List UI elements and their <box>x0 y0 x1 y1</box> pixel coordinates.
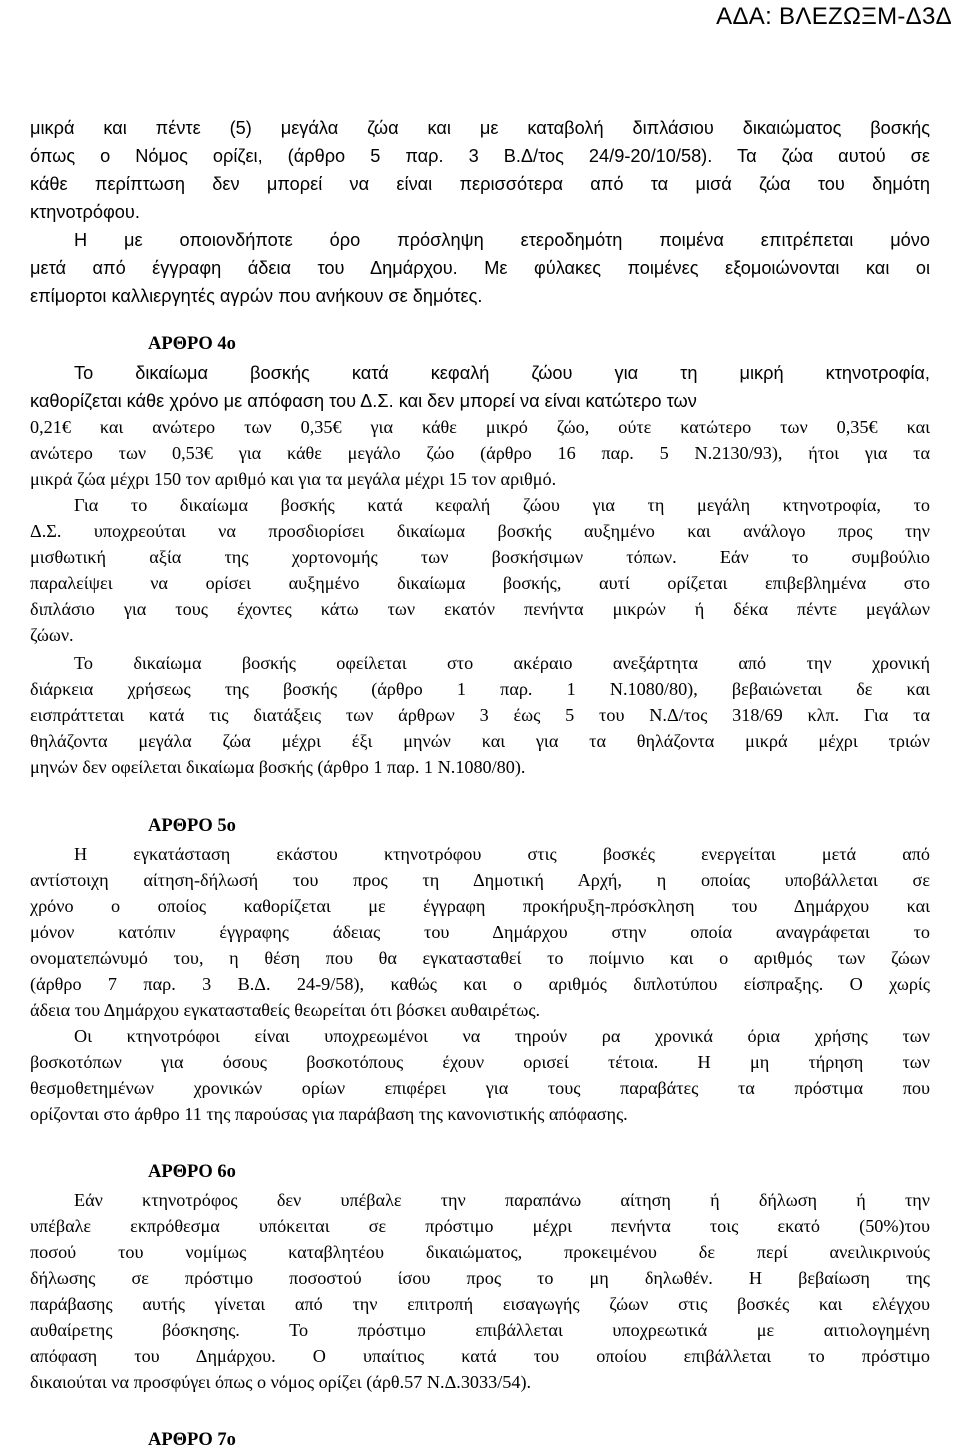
text-line: Εάν κτηνοτρόφος δεν υπέβαλε την παραπάνω αίτηση ή δήλωση ή την <box>74 1190 930 1210</box>
text-line: αντίστοιχη αίτηση-δήλωσή του προς τη Δημοτική Αρχή, η οποίας υποβάλλεται σε <box>30 870 930 890</box>
text-line: (άρθρο 7 παρ. 3 Β.Δ. 24-9/58), καθώς και ο αριθμός διπλοτύπου είσπραξης. Ο χωρίς <box>30 974 930 994</box>
text-line: Οι κτηνοτρόφοι είναι υποχρεωμένοι να τηρούν ρα χρονικά όρια χρήσης των <box>74 1026 930 1046</box>
text-line: θηλάζοντα μεγάλα ζώα μέχρι έξι μηνών και για τα θηλάζοντα μικρά μέχρι τριών <box>30 731 930 751</box>
text-line: Το δικαίωμα βοσκής κατά κεφαλή ζώου για τη μικρή κτηνοτροφία, <box>74 363 930 383</box>
text-line: μόνον κατόπιν έγγραφης άδειας του Δημάρχου στην οποία αναγράφεται το <box>30 922 930 942</box>
text-line: ποσού του νομίμως καταβλητέου δικαιώματος, προκειμένου δε περί ανειλικρινούς <box>30 1242 930 1262</box>
text-line: ανώτερο των 0,53€ για κάθε μεγάλο ζώο (άρθρο 16 παρ. 5 Ν.2130/93), ήτοι για τα <box>30 443 930 463</box>
text-line: απόφαση του Δημάρχου. Ο υπαίτιος κατά του οποίου επιβάλλεται το πρόστιμο <box>30 1346 930 1366</box>
article-5-heading: ΑΡΘΡΟ 5ο <box>148 816 236 836</box>
text-line: Για το δικαίωμα βοσκής κατά κεφαλή ζώου για τη μεγάλη κτηνοτροφία, το <box>74 495 930 515</box>
text-line: ζώων. <box>30 625 74 645</box>
text-line: ονοματεπώνυμό του, η θέση που θα εγκατασταθεί το ποίμνιο και ο αριθμός των ζώων <box>30 948 930 968</box>
text-line: υπέβαλε εκπρόθεσμα υπόκειται σε πρόστιμο μέχρι πενήντα τοις εκατό (50%)του <box>30 1216 930 1236</box>
text-line: κτηνοτρόφου. <box>30 202 140 222</box>
text-line: άδεια του Δημάρχου εγκατασταθείς θεωρείται ότι βόσκει αυθαιρέτως. <box>30 1000 541 1020</box>
article-7-heading: ΑΡΘΡΟ 7ο <box>148 1430 236 1450</box>
text-line: διάρκεια χρήσεως της βοσκής (άρθρο 1 παρ. 1 Ν.1080/80), βεβαιώνεται δε και <box>30 679 930 699</box>
text-line: χρόνο ο οποίος καθορίζεται με έγγραφη προκήρυξη-πρόσκληση του Δημάρχου και <box>30 896 930 916</box>
text-line: όπως ο Νόμος ορίζει, (άρθρο 5 παρ. 3 Β.Δ/τος 24/9-20/10/58). Τα ζώα αυτού σε <box>30 146 930 166</box>
text-line: ορίζονται στο άρθρο 11 της παρούσας για παράβαση της κανονιστικής απόφασης. <box>30 1104 628 1124</box>
text-line: επίμορτοι καλλιεργητές αγρών που ανήκουν σε δημότες. <box>30 286 483 306</box>
article-4-heading: ΑΡΘΡΟ 4ο <box>148 334 236 354</box>
ada-header-code: ΑΔΑ: ΒΛΕΖΩΞΜ-Δ3Δ <box>716 3 952 30</box>
text-line: μισθωτική αξία της χορτονομής των βοσκήσιμων τόπων. Εάν το συμβούλιο <box>30 547 930 567</box>
text-line: παραλείψει να ορίσει αυξημένο δικαίωμα βοσκής, αυτί ορίζεται επιβεβλημένα στο <box>30 573 930 593</box>
article-6-heading: ΑΡΘΡΟ 6ο <box>148 1162 236 1182</box>
text-line: αυθαίρετης βόσκησης. Το πρόστιμο επιβάλλεται υποχρεωτικά με αιτιολογημένη <box>30 1320 930 1340</box>
text-line: καθορίζεται κάθε χρόνο με απόφαση του Δ.Σ. και δεν μπορεί να είναι κατώτερο των <box>30 391 697 411</box>
text-line: μικρά ζώα μέχρι 150 τον αριθμό και για τα μεγάλα μέχρι 15 τον αριθμό. <box>30 469 557 489</box>
text-line: παράβασης αυτής γίνεται από την επιτροπή εισαγωγής ζώων στις βοσκές και ελέγχου <box>30 1294 930 1314</box>
text-line: μηνών δεν οφείλεται δικαίωμα βοσκής (άρθρο 1 παρ. 1 Ν.1080/80). <box>30 757 526 777</box>
text-line: διπλάσιο για τους έχοντες κάτω των εκατόν πενήντα μικρών ή δέκα πέντε μεγάλων <box>30 599 930 619</box>
text-line: Η με οποιονδήποτε όρο πρόσληψη ετεροδημότη ποιμένα επιτρέπεται μόνο <box>74 230 930 250</box>
text-line: Η εγκατάσταση εκάστου κτηνοτρόφου στις βοσκές ενεργείται μετά από <box>74 844 930 864</box>
text-line: μικρά και πέντε (5) μεγάλα ζώα και με καταβολή διπλάσιου δικαιώματος βοσκής <box>30 118 930 138</box>
text-line: Το δικαίωμα βοσκής οφείλεται στο ακέραιο ανεξάρτητα από την χρονική <box>74 653 930 673</box>
text-line: εισπράττεται κατά τις διατάξεις των άρθρων 3 έως 5 του Ν.Δ/τος 318/69 κλπ. Για τα <box>30 705 930 725</box>
text-line: Δ.Σ. υποχρεούται να προσδιορίσει δικαίωμα βοσκής αυξημένο και ανάλογο προς την <box>30 521 930 541</box>
text-line: δήλωσης σε πρόστιμο ποσοστού ίσου προς το μη δηλωθέν. Η βεβαίωση της <box>30 1268 930 1288</box>
text-line: δικαιούται να προσφύγει όπως ο νόμος ορίζει (άρθ.57 Ν.Δ.3033/54). <box>30 1372 532 1392</box>
text-line: μετά από έγγραφη άδεια του Δημάρχου. Με φύλακες ποιμένες εξομοιώνονται και οι <box>30 258 930 278</box>
text-line: θεσμοθετημένων χρονικών ορίων επιφέρει για τους παραβάτες τα πρόστιμα που <box>30 1078 930 1098</box>
text-line: 0,21€ και ανώτερο των 0,35€ για κάθε μικρό ζώο, ούτε κατώτερο των 0,35€ και <box>30 417 930 437</box>
text-line: βοσκοτόπων για όσους βοσκοτόπους έχουν ορισεί τέτοια. Η μη τήρηση των <box>30 1052 930 1072</box>
text-line: κάθε περίπτωση δεν μπορεί να είναι περισσότερα από τα μισά ζώα του δημότη <box>30 174 930 194</box>
